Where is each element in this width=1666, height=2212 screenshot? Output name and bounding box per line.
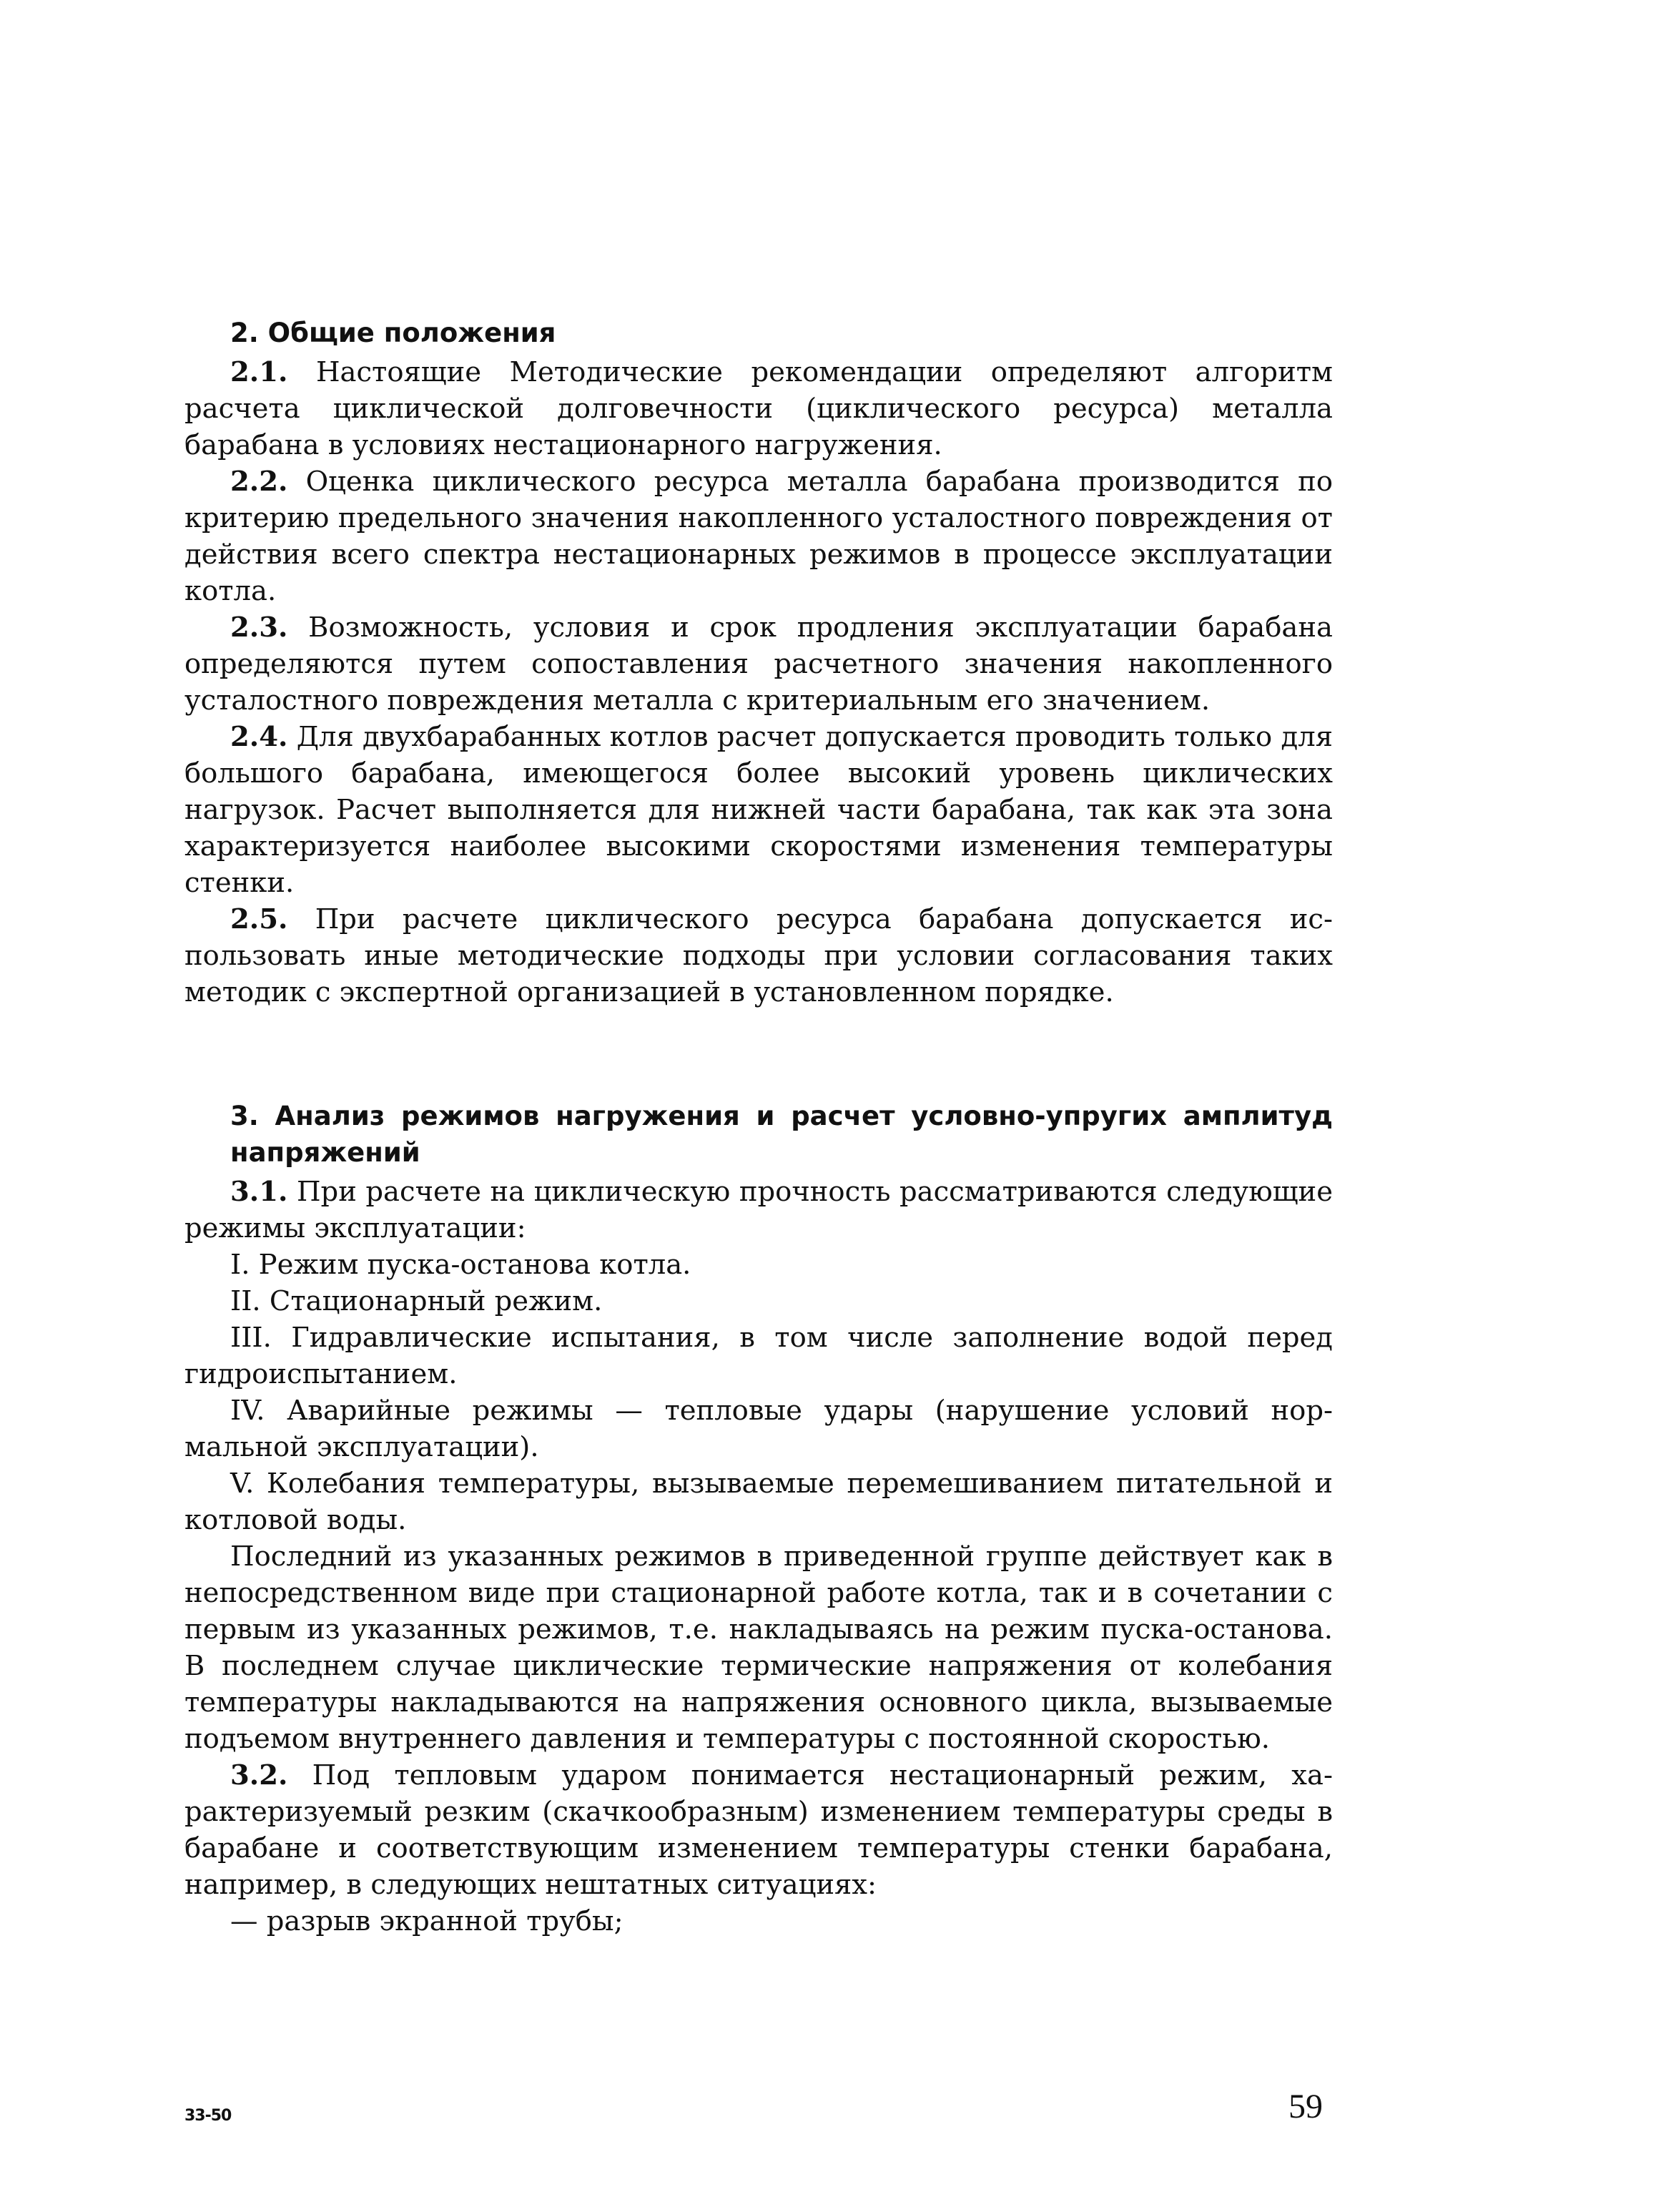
- paragraph-2-1: [184, 354, 1333, 463]
- paragraph-number: 2.5.: [230, 903, 288, 935]
- paragraph-text: При расчете на циклическую прочность рассматриваются следующие режимы эксплуатации:: [184, 1176, 1334, 1244]
- section-heading: 2. Общие положения: [230, 318, 556, 348]
- footer-code: 33-50: [184, 2107, 232, 2125]
- paragraph-2-4: [184, 719, 1333, 901]
- paragraph-number: 2.4.: [230, 721, 288, 753]
- paragraph-text: — разрыв экранной трубы;: [230, 1905, 623, 1937]
- paragraph-text: Возможность, условия и срок продления эксплуатации барабана определяются путем сопоставления расчетного значения накопленного усталостного повреждения металла с критериальным его значением.: [184, 611, 1333, 717]
- paragraph-text: Для двухбарабанных котлов расчет допускается проводить только для большого барабана, имеющегося более высокий уровень циклических нагрузок. Расчет выполняется для нижней части барабана, так как эта зона характеризуется наиболее высокими скоростями изменения температуры стенки.: [184, 721, 1333, 899]
- paragraph-number: 2.3.: [230, 611, 288, 644]
- paragraph-number: 2.2.: [230, 466, 288, 498]
- paragraph-text: I. Режим пуска-останова котла.: [230, 1249, 691, 1281]
- section-general-provisions: [184, 315, 1333, 1011]
- list-item-mode-1: [184, 1247, 1333, 1283]
- paragraph-text: Оценка циклического ресурса металла барабана производится по критерию предельного значения накопленного усталостного повреждения от действия всего спектра нестационарных режимов в процессе эксплуатации котла.: [184, 466, 1333, 607]
- paragraph-number: 3.2.: [230, 1759, 288, 1791]
- list-item-dash: [184, 1903, 1333, 1940]
- paragraph-text: II. Стационарный режим.: [230, 1285, 603, 1317]
- paragraph-text: При расчете циклического ресурса барабана допускается использовать иные методические подходы при условии согласования таких методик с экспертной организацией в установленном порядке.: [184, 903, 1333, 1008]
- paragraph-2-5: [184, 901, 1333, 1011]
- section-loading-analysis: [184, 1098, 1333, 1940]
- list-item-mode-2: [184, 1283, 1333, 1319]
- list-item-mode-4: [184, 1392, 1333, 1465]
- paragraph-text: Под тепловым ударом понимается нестационарный режим, характеризуемый резким (скачкообразным) изменением температуры среды в барабане и соответствующим изменением температуры стенки барабана, например, в следующих нештатных ситуациях:: [184, 1759, 1333, 1901]
- paragraph-3-2: [184, 1757, 1333, 1903]
- section-heading: 3. Анализ режимов нагружения и расчет условно-упругих амплитуд напряжений: [230, 1101, 1333, 1168]
- paragraph-text: IV. Аварийные режимы — тепловые удары (нарушение условий нормальной эксплуатации).: [184, 1395, 1333, 1463]
- paragraph-text: V. Колебания температуры, вызываемые перемешиванием питательной и котловой воды.: [184, 1468, 1333, 1536]
- list-item-mode-5: [184, 1465, 1333, 1538]
- paragraph-3-1: [184, 1174, 1333, 1247]
- paragraph-2-2: [184, 463, 1333, 609]
- paragraph-2-3: [184, 609, 1333, 719]
- paragraph-number: 3.1.: [230, 1176, 288, 1208]
- paragraph-text: Последний из указанных режимов в приведенной группе действует как в непосредственном виде при стационарной работе котла, так и в сочетании с первым из указанных режимов, т.е. накладываясь на режим пуска-останова. В последнем случае циклические термические напряжения от колебания температуры накладываются на напряжения основного цикла, вызываемые подъемом внутреннего давления и температуры с постоянной скоростью.: [184, 1540, 1333, 1755]
- page-number: 59: [1288, 2088, 1323, 2125]
- list-item-mode-3: [184, 1319, 1333, 1392]
- paragraph-last-mode: [184, 1538, 1333, 1757]
- paragraph-text: III. Гидравлические испытания, в том числе заполнение водой перед гидроиспытанием.: [184, 1322, 1333, 1390]
- paragraph-text: Настоящие Методические рекомендации определяют алгоритм расчета циклической долговечности (циклического ресурса) металла барабана в условиях нестационарного нагружения.: [184, 356, 1333, 461]
- paragraph-number: 2.1.: [230, 356, 288, 388]
